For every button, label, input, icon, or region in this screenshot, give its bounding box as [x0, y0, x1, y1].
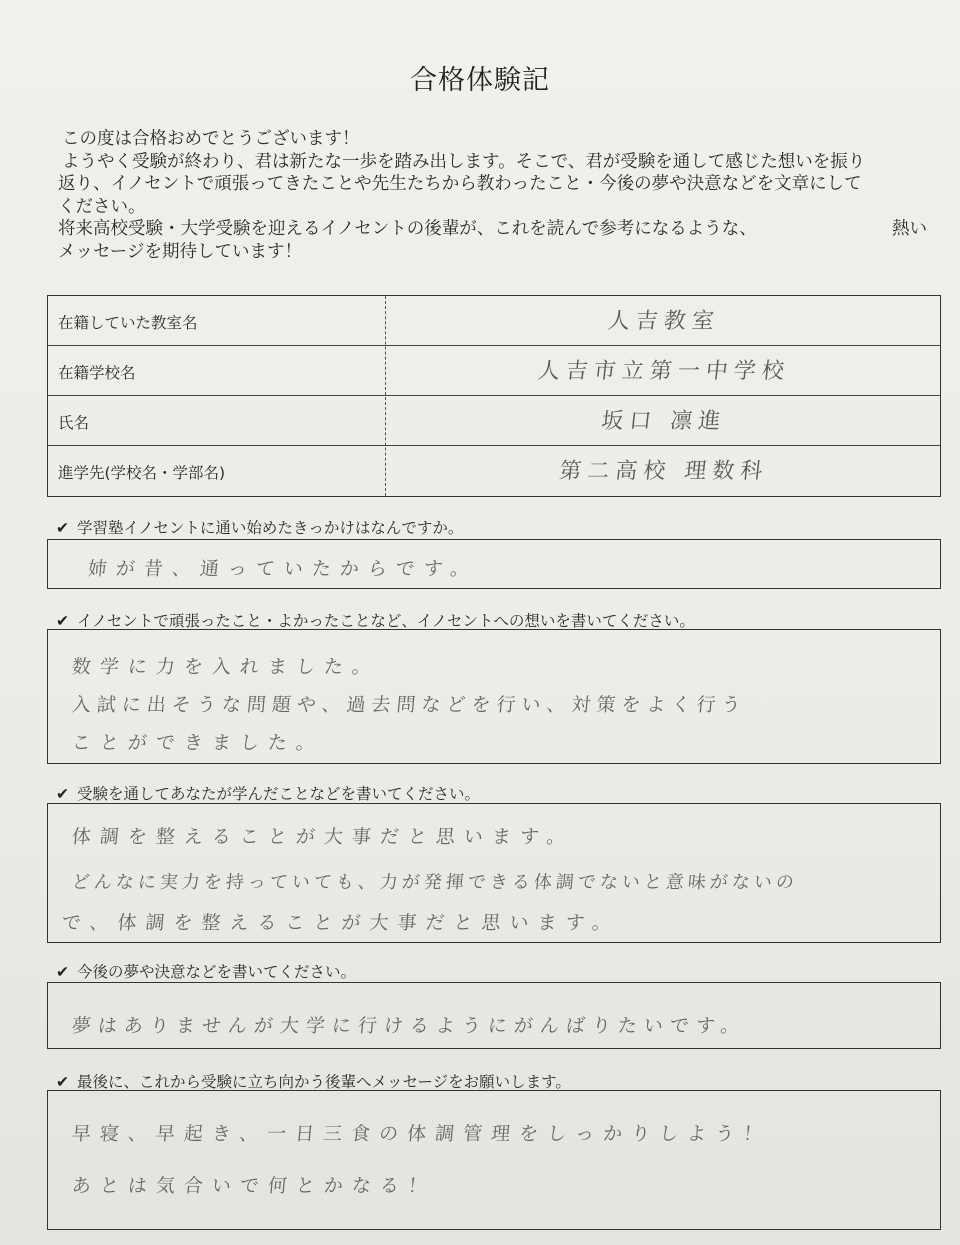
answer-line: 入試に出そうな問題や、過去問などを行い、対策をよく行う	[70, 694, 748, 716]
checkmark-icon: ✔	[56, 519, 69, 537]
question-1	[56, 516, 463, 538]
question-text: 最後に、これから受験に立ち向かう後輩へメッセージをお願いします。	[77, 1073, 571, 1091]
question-text: 今後の夢や決意などを書いてください。	[77, 963, 357, 981]
question-text: 学習塾イノセントに通い始めたきっかけはなんですか。	[77, 519, 464, 537]
answer-line: 体調を整えることが大事だと思います。	[70, 826, 576, 848]
info-row-destination	[48, 446, 940, 496]
intro-line-tail: 熱い	[892, 219, 927, 239]
answer-box-4	[47, 982, 941, 1049]
info-value: 人吉教室	[606, 309, 722, 334]
question-5	[56, 1070, 571, 1092]
info-value: 第二高校 理数科	[557, 459, 770, 484]
answer-box-1	[47, 539, 941, 589]
answer-line: どんなに実力を持っていても、力が発揮できる体調でないと意味がないの	[70, 872, 799, 893]
intro-line: 返り、イノセントで頑張ってきたことや先生たちから教わったこと・今後の夢や決意などを文章にして	[58, 174, 862, 194]
answer-line: で、体調を整えることが大事だと思います。	[60, 912, 621, 934]
answer-box-3	[47, 803, 941, 943]
info-value: 人吉市立第一中学校	[536, 359, 792, 384]
student-info-table	[47, 295, 941, 497]
intro-line: ください。	[58, 196, 146, 217]
info-row-name	[48, 396, 940, 446]
intro-line: 将来高校受験・大学受験を迎えるイノセントの後輩が、これを読んで参考になるような、	[58, 219, 757, 239]
info-label: 在籍していた教室名	[58, 314, 198, 332]
info-label: 氏名	[58, 414, 90, 432]
answer-line: 姉が昔、通っていたからです。	[86, 558, 480, 580]
checkmark-icon: ✔	[56, 612, 69, 630]
checkmark-icon: ✔	[56, 963, 69, 981]
question-2	[56, 609, 695, 631]
intro-line: メッセージを期待しています！	[58, 241, 302, 262]
info-value: 坂口 凛進	[599, 409, 728, 434]
answer-line: あとは気合いで何とかなる！	[70, 1175, 437, 1197]
checkmark-icon: ✔	[56, 785, 69, 803]
intro-line: この度は合格おめでとうございます！	[62, 129, 360, 149]
question-4	[56, 960, 356, 982]
answer-line: 夢はありませんが大学に行けるようにがんばりたいです。	[70, 1015, 748, 1037]
question-3	[56, 782, 480, 804]
answer-line: 早寝、早起き、一日三食の体調管理をしっかりしよう！	[70, 1123, 773, 1145]
answer-box-2	[47, 629, 941, 764]
checkmark-icon: ✔	[56, 1073, 69, 1091]
intro-line: ようやく受験が終わり、君は新たな一歩を踏み出します。そこで、君が受験を通して感じた想いを振り	[62, 151, 866, 172]
answer-line: 数学に力を入れました。	[70, 656, 381, 678]
info-row-school	[48, 346, 940, 396]
info-row-classroom	[48, 296, 940, 346]
question-text: イノセントで頑張ったこと・よかったことなど、イノセントへの想いを書いてください。	[77, 612, 695, 630]
intro-text	[58, 128, 938, 263]
info-label: 進学先(学校名・学部名)	[58, 464, 226, 482]
info-label: 在籍学校名	[58, 364, 136, 382]
question-text: 受験を通してあなたが学んだことなどを書いてください。	[77, 785, 481, 803]
answer-line: ことができました。	[70, 732, 325, 754]
page-title: 合格体験記	[410, 65, 550, 96]
answer-box-5	[47, 1090, 941, 1230]
